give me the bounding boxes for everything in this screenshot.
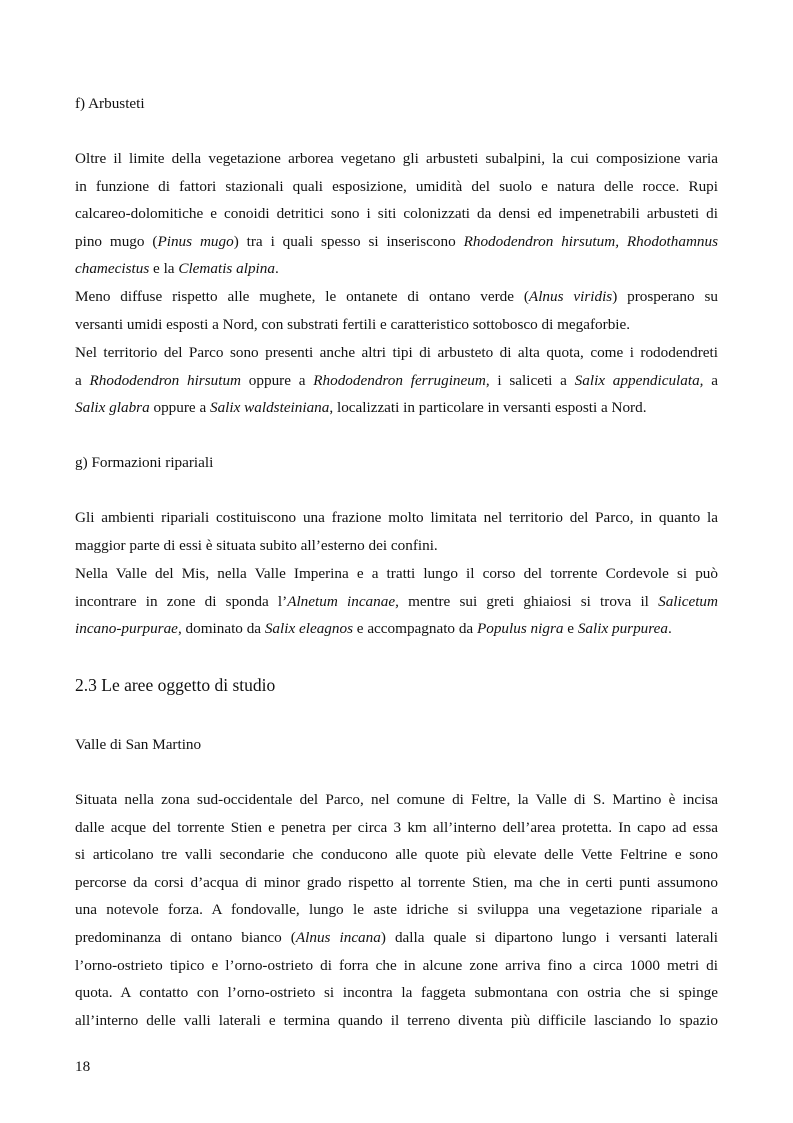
paragraph-arbusteti-3: Nel territorio del Parco sono presenti anche altri tipi di arbusteto di alta quota, come i rododendreti a Rhododendron hirsutum oppure a Rhododendron ferrugineum, i saliceti a Salix appendiculata, a Salix glabra oppure a Salix waldsteiniana, localizzati in particolare in versanti esposti a Nord. — [75, 344, 718, 417]
section-heading-aree-studio: 2.3 Le aree oggetto di studio — [75, 675, 276, 695]
paragraph-valle-san-martino: Situata nella zona sud-occidentale del Parco, nel comune di Feltre, la Valle di S. Martino è incisa dalle acque del torrente Stien e penetra per circa 3 km all’interno dell’area protetta. In capo ad essa si articolano tre valli secondarie che conducono alle quote più elevate delle Vette Feltrine e sono percorse da corsi d’acqua di minor grado rispetto al torrente Stien, ma che in certi punti assumono una notevole forza. A fondovalle, lungo le aste idriche si sviluppa una vegetazione ripariale a predominanza di ontano bianco (Alnus incana) dalla quale si dipartono lungo i versanti laterali l’orno-ostrieto tipico e l’orno-ostrieto di forra che in alcune zone arriva fino a circa 1000 metri di quota. A contatto con l’orno-ostrieto si incontra la faggeta submontana con ostria che si spinge all’interno delle valli laterali e termina quando il terreno diventa più difficile lasciando lo spazio — [75, 791, 718, 1029]
heading-arbusteti: f) Arbusteti — [75, 95, 145, 112]
paragraph-ripariali-1: Gli ambienti ripariali costituiscono una frazione molto limitata nel territorio del Parco, in quanto la maggior parte di essi è situata subito all’esterno dei confini. — [75, 509, 718, 554]
paragraph-arbusteti-1: Oltre il limite della vegetazione arborea vegetano gli arbusteti subalpini, la cui composizione varia in funzione di fattori stazionali quali esposizione, umidità del suolo e natura delle rocce. Rupi calcareo-dolomitiche e conoidi detritici sono i siti colonizzati da densi ed impenetrabili arbusteti di pino mugo (Pinus mugo) tra i quali spesso si inseriscono Rhododendron hirsutum, Rhodothamnus chamecistus e la Clematis alpina. — [75, 150, 719, 278]
subheading-valle-san-martino: Valle di San Martino — [75, 736, 202, 753]
paragraph-arbusteti-2: Meno diffuse rispetto alle mughete, le ontanete di ontano verde (Alnus viridis) prosperano su versanti umidi esposti a Nord, con substrati fertili e caratteristico sottobosco di megaforbie. — [75, 288, 718, 333]
paragraph-ripariali-2: Nella Valle del Mis, nella Valle Imperina e a tratti lungo il corso del torrente Cordevole si può incontrare in zone di sponda l’Alnetum incanae, mentre sui greti ghiaiosi si trova il Salicetum incano-purpurae, dominato da Salix eleagnos e accompagnato da Populus nigra e Salix purpurea. — [75, 565, 718, 638]
page-number: 18 — [75, 1058, 91, 1075]
heading-formazioni-ripariali: g) Formazioni ripariali — [75, 454, 214, 471]
